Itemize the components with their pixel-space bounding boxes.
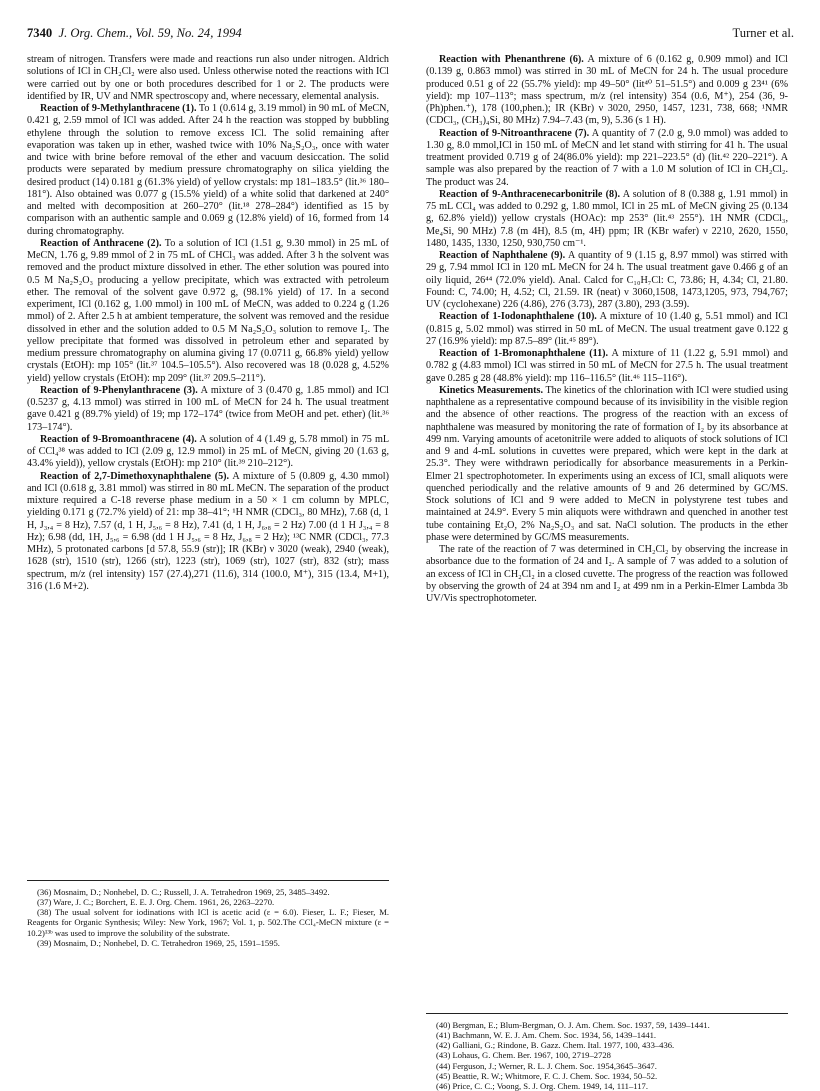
page-header [27, 26, 794, 44]
paragraph-9-phenylanthracene [27, 385, 389, 434]
references-left [27, 880, 389, 948]
paragraph-heading: Reaction with Phenanthrene (6). [439, 54, 584, 65]
page-number: 7340 [27, 26, 53, 40]
journal-name: J. Org. Chem., [58, 26, 133, 40]
experimental-intro: stream of nitrogen. Transfers were made and reactions run also under nitrogen. Aldrich solutions of ICl in CH₂Cl₂ were also used. Unless otherwise noted the reactions with ICl were carried out by one or both procedures described for 1 or 2. The products were identified by IR, UV and NMR spectroscopy and, where necessary, elemental analysis. [27, 54, 389, 102]
paragraph-body: A mixture of 5 (0.809 g, 4.30 mmol) and ICl (0.618 g, 3.81 mmol) was stirred in 80 mL MeCN. The separation of the product mixture required a C-18 reverse phase medium in a 50 × 1 cm column by MPLC, yielding 0.171 g (72.7% yield) of 21: mp 38–41°; ¹H NMR (CDCl₃, 80 MHz), 7.68 (d, 1 H, J₃,₄ = 8 Hz), 7.57 (d, 1 H, J₅,₆ = 8 Hz), 7.41 (d, 1 H, J₆,₈ = 2 Hz) 7.00 (d 1 H J₃,₄ = 8 Hz); 6.98 (dd, 1H, J₅,₆ = 6.98 (dd 1 H J₅,₆ = 8 Hz, J₆,₈ = 2 Hz); ¹³C NMR (CDCl₃, 77.3 MHz), 5 protonated carbons [d 57.8, 55.9 (str)]; IR (KBr) ν 3020 (weak), 2940 (weak), 1628 (str), 1510 (str), 1266 (str), 1223 (str), 1069 (str), 1027 (str), 832 (str); mass spectrum, m/z (rel intensity) 157 (27.4),271 (11.6), 314 (100.0, M⁺), 315 (13.4, M+1), 316 (1.6 M+2). [27, 470, 389, 592]
reference-item: (39) Mosnaim, D.; Nonhebel, D. C. Tetrahedron 1969, 25, 1591–1595. [37, 937, 280, 948]
paragraph-heading: Reaction of 9-Methylanthracene (1). [40, 103, 197, 114]
reference-item: (42) Galliani, G.; Rindone, B. Gazz. Chem. Ital. 1977, 100, 433–436. [436, 1040, 675, 1051]
reference-item: (44) Ferguson, J.; Werner, R. L. J. Chem. Soc. 1954,3645–3647. [436, 1060, 657, 1071]
paragraph-heading: Reaction of 1-Bromonaphthalene (11). [439, 348, 609, 359]
paragraph-heading: Reaction of 9-Anthracenecarbonitrile (8). [439, 188, 621, 200]
paragraph-heading: Reaction of 9-Bromoanthracene (4). [40, 433, 197, 445]
paragraph-body: A mixture of 10 (1.40 g, 5.51 mmol) and ICl (0.815 g, 5.02 mmol) was stirred in 50 mL of MeCN. The usual treatment gave 0.122 g 27 (16.9% yield): mp 87.5–89° (lit.⁴⁵ 89°). [426, 311, 788, 347]
reference-item: (45) Beattie, R. W.; Whitmore, F. C. J. Chem. Soc. 1934, 50–52. [436, 1070, 658, 1081]
paragraph-body: The kinetics of the chlorination with ICl were studied using naphthalene as a representative compound because of its invisibility in the visible region and the absence of other reactions. The progress of the reaction with an excess of naphthalene was measured by monitoring the rate of formation of I₂ by its absorbance at 499 nm. Varying amounts of acetonitrile were added to aliquots of stock solutions of ICl and 9 and 4-mL solutions in cuvettes were prepared, which were kept in the dark at 25.3°. They were withdrawn periodically for absorbance measurements in a Perkin-Elmer 21 spectrophotometer. In experiments using an excess of ICl, small aliquots were quenched periodically and the relative amounts of 9 and 26 determined by GC/MS. Stock solutions of ICl and 9 were added to MeCN in polystyrene test tubes and maintained at 24.9°. Every 5 min aliquots were withdrawn and quenched in another test tube containing Et₂O, 2% Na₂S₂O₃ and sat. NaCl solution. The products in the ether phase were determined by GC/MS measurements. [426, 384, 789, 543]
reference-item: (40) Bergman, E.; Blum-Bergman, O. J. Am. Chem. Soc. 1937, 59, 1439–1441. [436, 1020, 710, 1030]
references-right [426, 1013, 788, 1091]
paragraph-1-iodonaphthalene [426, 311, 788, 348]
paragraph-body: A mixture of 3 (0.470 g, 1.85 mmol) and ICl (0.5237 g, 4.13 mmol) was stirred in 100 mL of MeCN for 24 h. The usual treatment gave 0.421 g (89.7% yield) of 19; mp 172–174° (twice from MeOH and pet. ether) (lit.³⁶ 173–174°). [27, 384, 389, 433]
paragraph-9-nitroanthracene [426, 128, 788, 189]
paragraph-dimethoxynaphthalene [27, 471, 389, 594]
paragraph-phenanthrene [426, 54, 788, 128]
left-column [27, 54, 389, 593]
paragraph-heading: Reaction of Naphthalene (9). [439, 250, 566, 261]
running-authors: Turner et al. [732, 26, 794, 40]
paragraph-body: A quantity of 9 (1.15 g, 8.97 mmol) was stirred with 29 g, 7.94 mmol ICl in 120 mL MeCN for 24 h. The usual treatment gave 0.466 g of an oily liquid, 26⁴⁴ (72.0% yield). Anal. Calcd for C₁₀H₇Cl: C, 73.86; H, 4.34; Cl, 21.80. Found: C, 74.00; H, 4.52; Cl, 21.59. IR (neat) ν 3060,1508, 1473,1205, 973, 794,767; UV (cyclohexane) 226 (4.86), 276 (3.73), 287 (3.80), 293 (3.59). [426, 250, 788, 310]
paragraph-9-anthracenecarbonitrile [426, 189, 788, 250]
paragraph-anthracene [27, 238, 389, 385]
reference-item: (38) The usual solvent for iodinations with ICl is acetic acid (ε = 6.0). Fieser, L. F.; Fieser, M. Reagents for Organic Synthesis; Wiley: New York, 1967; Vol. 1, p. 502.The CCl₄-MeCN mixture (ε = 10.2)¹³ᵇ was used to improve the solubility of the substrate. [27, 907, 389, 938]
journal-volume: Vol. 59, No. 24, 1994 [135, 26, 242, 40]
paragraph-body: A solution of 4 (1.49 g, 5.78 mmol) in 75 mL of CCl₄³⁸ was added to ICl (2.09 g, 12.9 mmol) in 25 mL of MeCN, giving 20 (1.63 g, 43.4% yield)), yellow crystals (EtOH): mp 210° (lit.³⁹ 210–212°). [27, 433, 390, 470]
paragraph-9-methylanthracene [27, 103, 389, 238]
paragraph-heading: Reaction of 9-Phenylanthracene (3). [40, 384, 198, 396]
paragraph-kinetics [426, 385, 788, 544]
reference-item: (36) Mosnaim, D.; Nonhebel, D. C.; Russell, J. A. Tetrahedron 1969, 25, 3485–3492. [37, 887, 330, 897]
paragraph-rate-of-reaction: The rate of the reaction of 7 was determined in CH₂Cl₂ by observing the increase in absorbance due to the formation of 24 and I₂. A sample of 7 was added to a solution of an excess of ICl in CH₂Cl₂ in a closed cuvette. The progress of the reaction was followed by observing the growth of 24 at 394 nm and I₂ at 499 nm in a Perkin-Elmer Lambda 3b UV/Vis spectrophotometer. [426, 544, 788, 604]
paragraph-naphthalene [426, 250, 788, 311]
paragraph-body: A mixture of 6 (0.162 g, 0.909 mmol) and ICl (0.139 g, 0.863 mmol) was stirred in 30 mL of MeCN for 24 h. The usual procedure produced 0.51 g of 22 (55.7% yield): mp 49–50° (lit⁴⁰ 51–51.5°) and 0.009 g 23⁴¹ (6% yield): mp 107–113°; mass spectrum, m/z (rel intensity) 354 (0.6, M⁺), 254 (36, 9-(Ph)phen.⁺), 178 (100,phen.); IR (KBr) ν 3020, 2950, 1457, 1231, 738, 668; ¹NMR (CDCl₃, (CH₃)₄Si, 80 MHz) 7.94–7.43 (m, 9), 5.36 (s 1 H). [426, 54, 788, 127]
paragraph-body: To a solution of ICl (1.51 g, 9.30 mmol) in 25 mL of MeCN, 1.76 g, 9.89 mmol of 2 in 75 mL of CHCl₃ was added. After 3 h the solvent was removed and the product mixture dissolved in ether. The ether solution was poured into 0.5 M Na₂S₂O₃ producing a yellow precipitate, which was extracted with petroleum ether. The removal of the solvent gave 0.972 g, (98.1% yield) of 17. In a second experiment, ICl (0.162 g, 1.00 mmol) in 100 mL of MeCN, was added to 0.224 g (1.26 mmol) of 2. After 2.5 h at ambient temperature, the solvent was removed and the residue dissolved in ether and the solution added to 0.5 M Na₂S₂O₃ solution to remove I₂. The yellow precipitate that formed was dissolved in petroleum ether and separated by medium pressure chromatography on alumina giving 17 (0.0711 g, 66.8% yield) yellow crystals (EtOH): mp 105° (lit.³⁷ 104.5–105.5°). Also recovered was 18 (0.028 g, 4.52% yield) yellow crystals (EtOH): mp 209° (lit.³⁷ 209.5–211°). [27, 237, 389, 384]
paragraph-body: A mixture of 11 (1.22 g, 5.91 mmol) and 0.782 g (4.83 mmol) ICl was stirred in 50 mL of MeCN for 27.5 h. The usual treatment gave 0.285 g 28 (48.8% yield): mp 116–116.5° (lit.⁴⁶ 115–116°). [426, 348, 788, 384]
reference-item: (46) Price, C. C.; Voong, S. J. Org. Chem. 1949, 14, 111–117. [436, 1080, 648, 1091]
reference-item: (37) Ware, J. C.; Borchert, E. E. J. Org. Chem. 1961, 26, 2263–2270. [37, 897, 275, 908]
reference-item: (43) Lohaus, G. Chem. Ber. 1967, 100, 2719–2728 [436, 1050, 611, 1061]
paragraph-body: A solution of 8 (0.388 g, 1.91 mmol) in 75 mL CCl₄ was added to 0.292 g, 1.80 mmol, ICl in 25 mL of MeCN giving 25 (0.134 g, 62.8% yield)) yellow crystals (HOAc): mp 253° (lit.⁴³ 255°). 1H NMR (CDCl₃, Me₄Si, 90 MHz) 7.8 (m 4H), 8.5 (m, 4H) ppm; IR (KBr wafer) ν 2210, 2620, 1550, 1480, 1435, 1330, 1250, 930,750 cm⁻¹. [426, 188, 788, 249]
paragraph-body: A quantity of 7 (2.0 g, 9.0 mmol) was added to 1.30 g, 8.0 mmol,ICl in 150 mL of MeCN and let stand with stirring for 41 h. The usual treatment provided 0.719 g of 24(86.0% yield): mp 221–223.5° (d) (lit.⁴² 220–221°). A sample was also prepared by the reaction of 7 with a 1.0 M solution of ICl in CH₂Cl₂. The product was 24. [426, 127, 788, 188]
paragraph-1-bromonaphthalene [426, 348, 788, 385]
paragraph-heading: Reaction of 2,7-Dimethoxynaphthalene (5). [40, 470, 230, 482]
paragraph-heading: Reaction of 9-Nitroanthracene (7). [439, 127, 590, 139]
paragraph-heading: Reaction of Anthracene (2). [40, 237, 162, 249]
reference-item: (41) Bachmann, W. E. J. Am. Chem. Soc. 1934, 56, 1439–1441. [436, 1030, 657, 1041]
paragraph-body: To 1 (0.614 g, 3.19 mmol) in 90 mL of MeCN, 0.421 g, 2.59 mmol of ICl was added. After 24 h the reaction was stopped by bubbling ethylene through the solution to remove excess ICl. The solid remaining after evaporation was taken up in ether, washed twice with 10% Na₂S₂O₃, once with water and twice with brine before removal of the ether and vacuum desiccation. The solid products were separated by medium pressure chromatography on silica yielding the desired product (14) 0.181 g (61.3% yield) of yellow crystals: mp 181–183.5° (lit.³⁶ 180–181°). Also obtained was 0.077 g (15.5% yield) of a white solid that darkened at 240° and melted with decomposition at 260–270° (lit.¹⁸ 278–284°) identified as 15 by comparison with an authentic sample and 0.069 g (12.8% yield) of 16, formed from 14 during chromatography. [27, 103, 389, 237]
paragraph-heading: Reaction of 1-Iodonaphthalene (10). [439, 311, 597, 323]
running-head [27, 26, 242, 41]
paragraph-9-bromoanthracene [27, 434, 389, 471]
right-column [426, 54, 788, 605]
paragraph-heading: Kinetics Measurements. [439, 384, 543, 396]
